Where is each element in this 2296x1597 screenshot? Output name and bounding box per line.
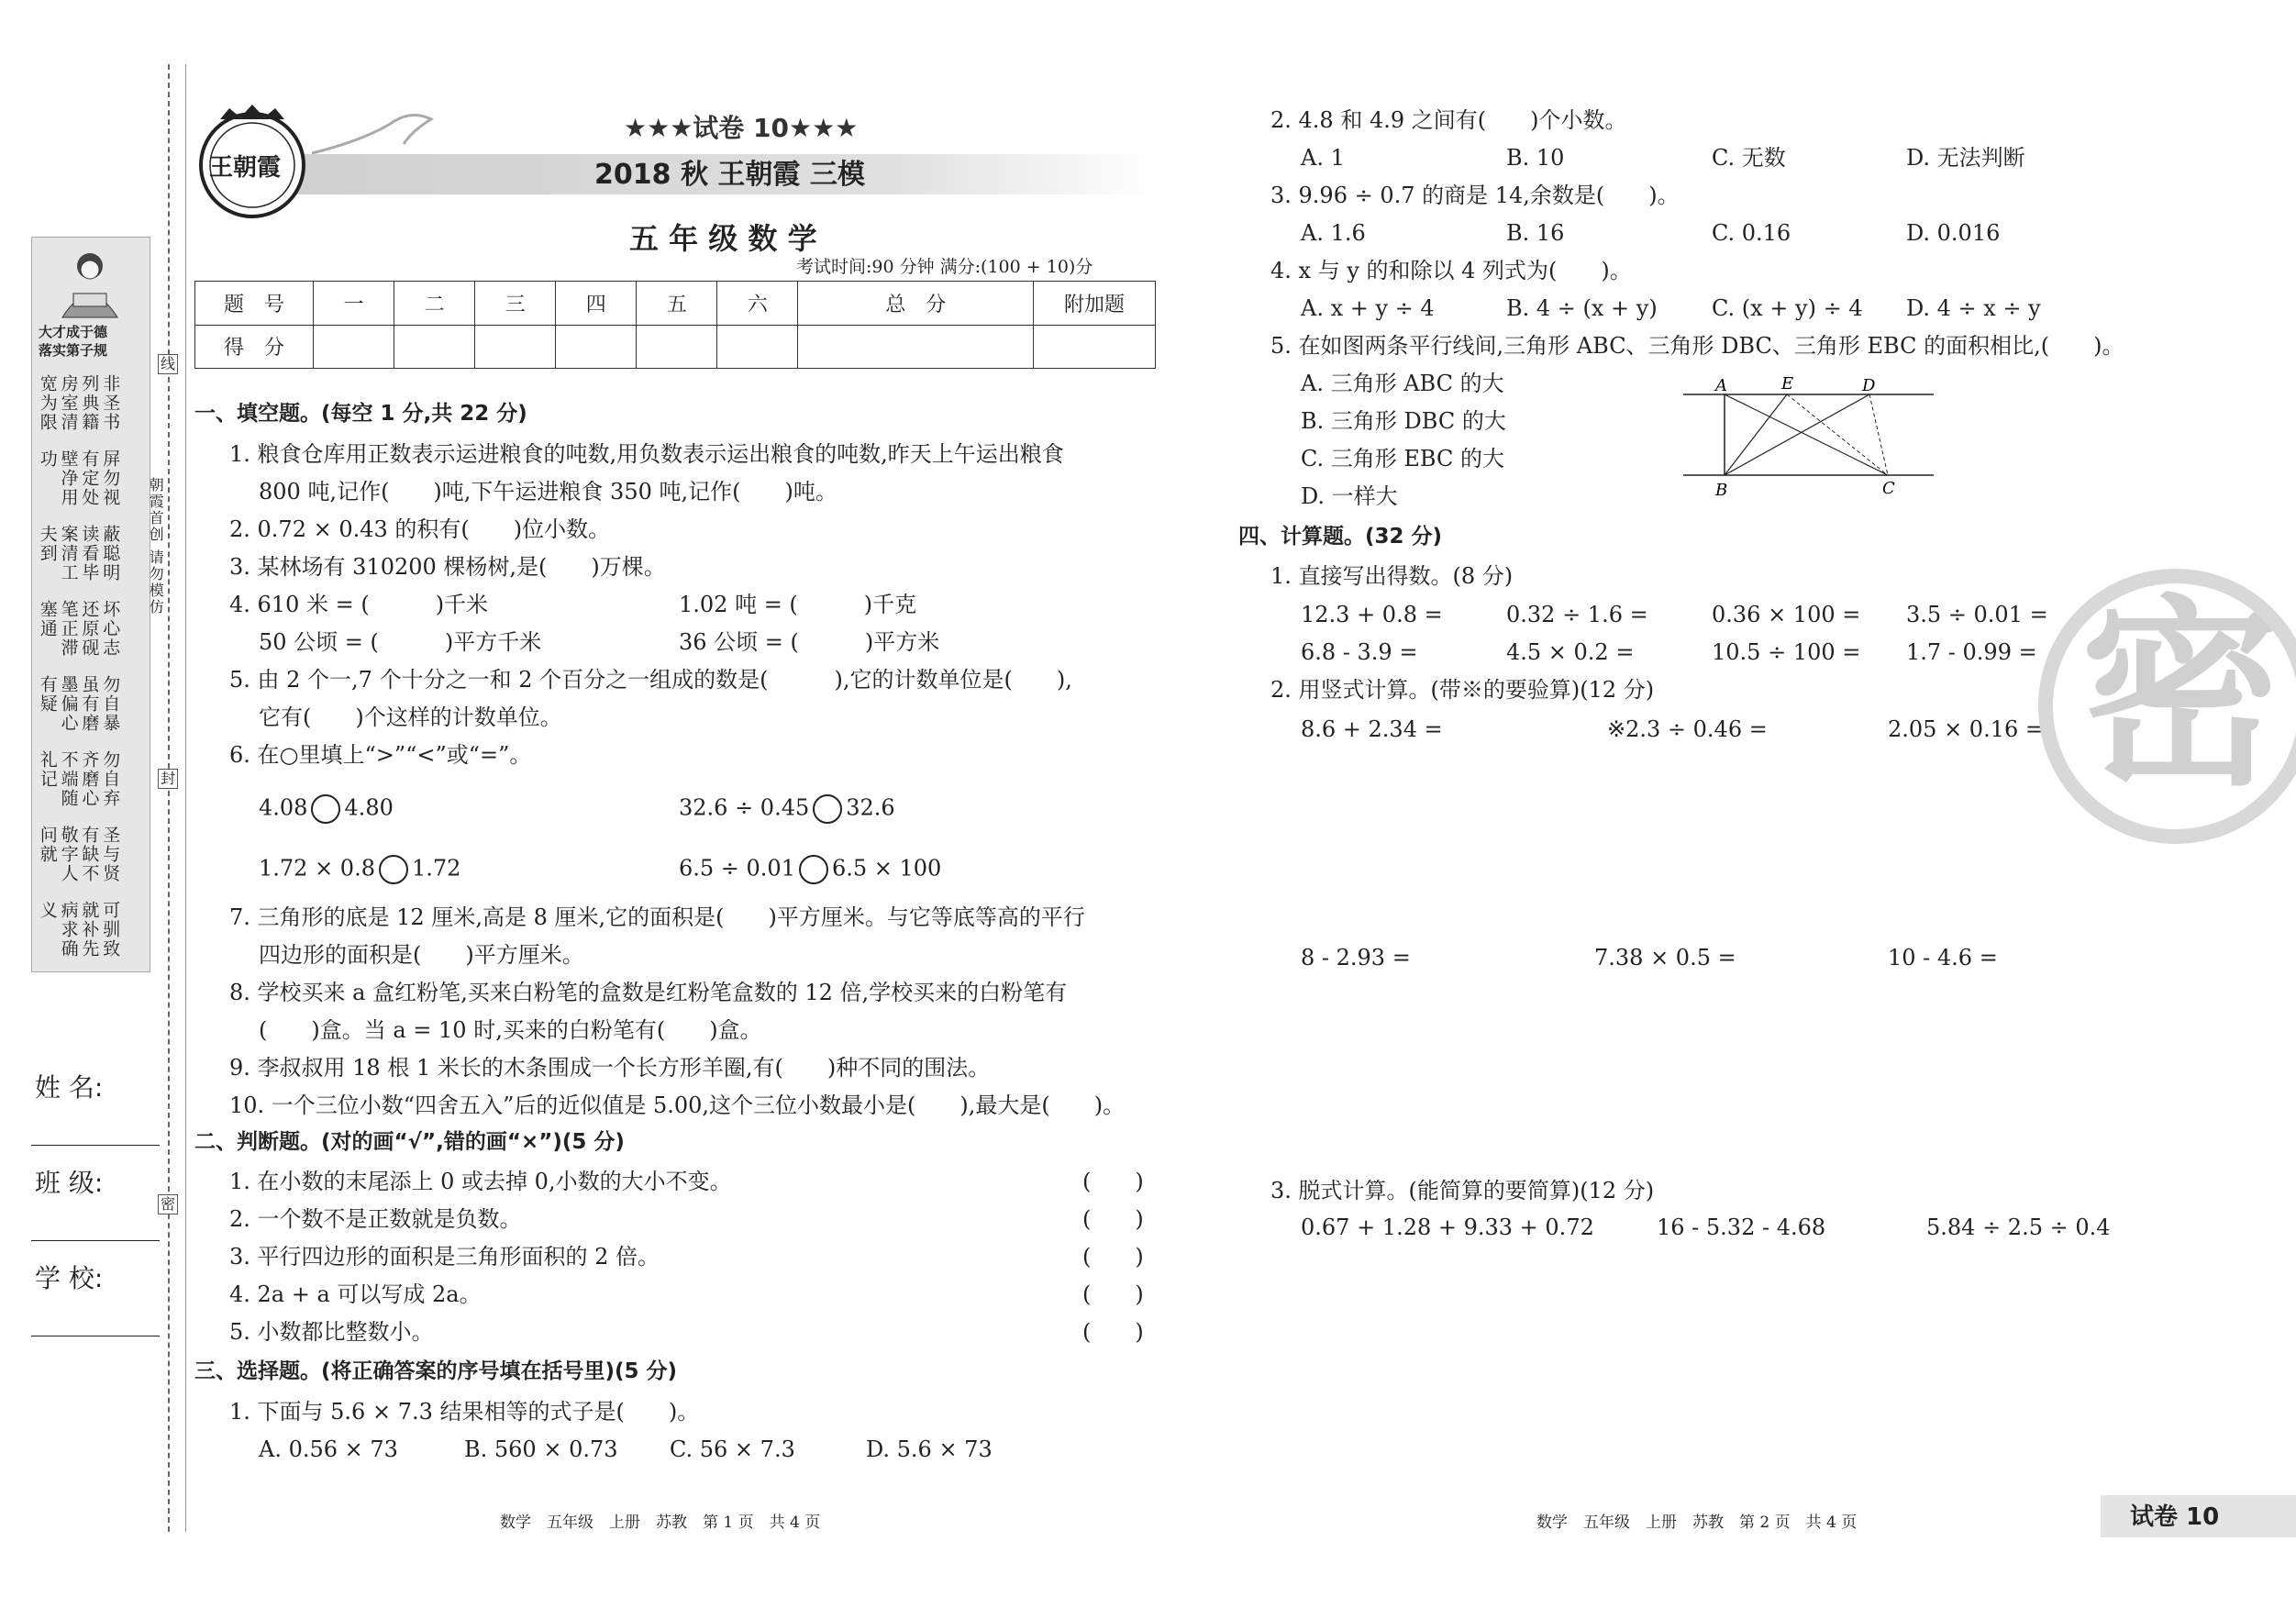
question-text: ( )盒。当 a = 10 时,买来的白粉笔有( )盒。 — [259, 1017, 762, 1043]
score-cell[interactable] — [637, 325, 717, 369]
logo-text: 王朝霞 — [209, 154, 282, 182]
question-text: 50 公顷 = ( )平方千米 — [259, 629, 542, 655]
section4-title: 四、计算题。(32 分) — [1238, 525, 1443, 549]
option: C. 无数 — [1712, 145, 1786, 171]
calc-item: 8.6 + 2.34 = — [1301, 716, 1443, 742]
question-text: 36 公顷 = ( )平方米 — [679, 629, 940, 655]
calc-item: ※2.3 ÷ 0.46 = — [1607, 716, 1768, 742]
option: D. 无法判断 — [1906, 145, 2025, 171]
table-cell: 总 分 — [798, 282, 1034, 326]
option: C. (x + y) ÷ 4 — [1712, 295, 1863, 321]
section3-title: 三、选择题。(将正确答案的序号填在括号里)(5 分) — [194, 1359, 678, 1383]
binding-dashed-line — [168, 64, 170, 1532]
option: D. 4 ÷ x ÷ y — [1906, 295, 2041, 321]
question-text: 四边形的面积是( )平方厘米。 — [259, 942, 584, 968]
score-table — [194, 281, 1156, 369]
cut-mark-seal: 密 — [158, 1194, 178, 1214]
option: A. 1 — [1301, 145, 1345, 171]
slogan-line-1: 大才成于德 — [39, 324, 108, 340]
question-text: 2. 0.72 × 0.43 的积有( )位小数。 — [229, 516, 611, 542]
point-label: A — [1715, 376, 1727, 395]
question-text: 4. x 与 y 的和除以 4 列式为( )。 — [1270, 258, 1632, 283]
table-cell: 一 — [314, 282, 394, 326]
compare-item — [259, 855, 460, 884]
calc-item: 4.5 × 0.2 = — [1506, 639, 1635, 665]
parallel-lines-diagram — [1679, 374, 1945, 503]
stamp-glyph: 密 — [2080, 578, 2283, 813]
ribbon-decoration — [312, 103, 440, 158]
score-cell[interactable] — [1034, 325, 1156, 369]
exam-title: 2018 秋 王朝霞 三模 — [594, 159, 865, 191]
question-text: 3. 脱式计算。(能简算的要简算)(12 分) — [1270, 1178, 1655, 1203]
option: C. 三角形 EBC 的大 — [1301, 446, 1504, 471]
compare-item — [259, 794, 394, 824]
option: B. 560 × 0.73 — [464, 1436, 618, 1462]
option: A. 三角形 ABC 的大 — [1301, 371, 1504, 396]
question-text: 它有( )个这样的计数单位。 — [259, 704, 562, 730]
point-label: E — [1781, 374, 1794, 394]
cut-mark-seal: 封 — [158, 769, 178, 789]
option: A. x + y ÷ 4 — [1301, 295, 1435, 321]
compare-right: 32.6 — [846, 794, 895, 821]
question-text: 2. 4.8 和 4.9 之间有( )个小数。 — [1270, 107, 1627, 133]
question-text: 10. 一个三位小数“四舍五入”后的近似值是 5.00,这个三位小数最小是( ),最大是( )。 — [229, 1092, 1126, 1118]
compare-right: 6.5 × 100 — [831, 855, 942, 882]
question-text: 1.02 吨 = ( )千克 — [679, 592, 917, 617]
question-text: 3. 某林场有 310200 棵杨树,是( )万棵。 — [229, 554, 666, 580]
score-cell[interactable] — [314, 325, 394, 369]
judge-item: 5. 小数都比整数小。 — [229, 1319, 434, 1345]
calc-item: 0.67 + 1.28 + 9.33 + 0.72 — [1301, 1214, 1594, 1240]
score-table-score-row — [195, 325, 1156, 369]
question-text: 2. 用竖式计算。(带※的要验算)(12 分) — [1270, 677, 1655, 703]
score-cell[interactable] — [394, 325, 475, 369]
calc-item: 2.05 × 0.16 = — [1888, 716, 2044, 742]
option: A. 1.6 — [1301, 220, 1366, 246]
compare-left: 6.5 ÷ 0.01 — [679, 855, 795, 882]
judge-blank[interactable]: ( ) — [1082, 1169, 1144, 1194]
compare-circle[interactable] — [813, 794, 842, 824]
compare-right: 1.72 — [411, 855, 461, 882]
paper-badge: ★★★试卷 10★★★ — [624, 113, 859, 143]
motto-column: 坏心志还原砚笔正滞塞通 — [37, 600, 121, 658]
table-cell: 六 — [717, 282, 798, 326]
compare-left: 32.6 ÷ 0.45 — [679, 794, 810, 821]
calc-item: 10 - 4.6 = — [1888, 945, 1998, 970]
option: B. 三角形 DBC 的大 — [1301, 408, 1506, 434]
name-field[interactable] — [31, 1145, 160, 1146]
score-cell[interactable] — [798, 325, 1034, 369]
score-cell[interactable] — [556, 325, 637, 369]
option: C. 0.16 — [1712, 220, 1791, 246]
calc-item: 6.8 - 3.9 = — [1301, 639, 1418, 665]
motto-column: 勿自弃齐磨心不端随礼记 — [37, 750, 121, 808]
table-cell: 附加题 — [1034, 282, 1156, 326]
score-cell[interactable] — [475, 325, 556, 369]
point-label: D — [1862, 376, 1876, 395]
class-label: 班 级: — [35, 1168, 104, 1198]
question-text: 8. 学校买来 a 盒红粉笔,买来白粉笔的盒数是红粉笔盒数的 12 倍,学校买来的白粉笔有 — [229, 980, 1068, 1005]
cut-line — [185, 64, 186, 1532]
motto-column: 可驯致就补先病求确义 — [37, 901, 121, 959]
motto-column: 圣与贤有缺不敬字人问就 — [37, 826, 121, 883]
slogan-line-2: 落实第子规 — [39, 342, 108, 359]
calc-item: 0.36 × 100 = — [1712, 602, 1861, 627]
question-text: 3. 9.96 ÷ 0.7 的商是 14,余数是( )。 — [1270, 183, 1680, 208]
calc-item: 10.5 ÷ 100 = — [1712, 639, 1861, 665]
table-cell: 五 — [637, 282, 717, 326]
page-footer: 数学 五年级 上册 苏教 第 1 页 共 4 页 — [500, 1514, 821, 1532]
question-text: 800 吨,记作( )吨,下午运进粮食 350 吨,记作( )吨。 — [259, 479, 837, 505]
subject-title: 五 年 级 数 学 — [629, 221, 817, 256]
table-cell: 二 — [394, 282, 475, 326]
question-text: 5. 在如图两条平行线间,三角形 ABC、三角形 DBC、三角形 EBC 的面积相比,( )。 — [1270, 333, 2124, 359]
motto-column: 屏勿视有定处壁净用功 — [37, 449, 121, 507]
question-text: 5. 由 2 个一,7 个十分之一和 2 个百分之一组成的数是( ),它的计数单位是( ), — [229, 667, 1072, 693]
school-label: 学 校: — [35, 1263, 104, 1293]
compare-item — [679, 794, 895, 824]
table-cell: 得 分 — [195, 325, 314, 369]
compare-circle[interactable] — [799, 855, 828, 884]
table-cell: 题 号 — [195, 282, 314, 326]
question-text: 6. 在○里填上“>”“<”或“=”。 — [229, 742, 532, 768]
question-text: 7. 三角形的底是 12 厘米,高是 8 厘米,它的面积是( )平方厘米。与它等底等高的平行 — [229, 904, 1085, 930]
score-table-header-row — [195, 282, 1156, 326]
option: B. 10 — [1506, 145, 1565, 171]
confidential-stamp — [2038, 569, 2296, 844]
motto-column: 非圣书列典籍房室清宽为限 — [37, 374, 121, 432]
section2-title: 二、判断题。(对的画“√”,错的画“×”)(5 分) — [194, 1130, 625, 1154]
calc-item: 7.38 × 0.5 = — [1594, 945, 1736, 970]
table-cell: 四 — [556, 282, 637, 326]
vertical-note: 朝霞首创 请勿模仿 — [147, 477, 165, 616]
judge-blank[interactable]: ( ) — [1082, 1281, 1144, 1307]
compare-circle[interactable] — [379, 855, 408, 884]
question-text: 1. 粮食仓库用正数表示运进粮食的吨数,用负数表示运出粮食的吨数,昨天上午运出粮食 — [229, 441, 1064, 467]
judge-blank[interactable]: ( ) — [1082, 1319, 1144, 1345]
calc-item: 0.32 ÷ 1.6 = — [1506, 602, 1648, 627]
class-field[interactable] — [31, 1240, 160, 1241]
option: A. 0.56 × 73 — [259, 1436, 398, 1462]
cut-mark-seal: 线 — [158, 354, 178, 374]
score-cell[interactable] — [717, 325, 798, 369]
judge-item: 2. 一个数不是正数就是负数。 — [229, 1206, 522, 1232]
exam-info: 考试时间:90 分钟 满分:(100 + 10)分 — [796, 257, 1093, 277]
point-label: C — [1882, 479, 1895, 498]
compare-right: 4.80 — [344, 794, 394, 821]
calc-item: 8 - 2.93 = — [1301, 945, 1411, 970]
calc-item: 3.5 ÷ 0.01 = — [1906, 602, 2048, 627]
compare-left: 4.08 — [259, 794, 308, 821]
option: B. 16 — [1506, 220, 1565, 246]
judge-item: 3. 平行四边形的面积是三角形面积的 2 倍。 — [229, 1244, 660, 1270]
question-text: 1. 下面与 5.6 × 7.3 结果相等的式子是( )。 — [229, 1399, 700, 1425]
motto-column: 勿自暴虽有磨墨偏心有疑 — [37, 675, 121, 733]
compare-circle[interactable] — [311, 794, 340, 824]
corner-tag-text: 试卷 10 — [2130, 1503, 2220, 1531]
calc-item: 16 - 5.32 - 4.68 — [1657, 1214, 1826, 1240]
compare-left: 1.72 × 0.8 — [259, 855, 375, 882]
question-text: 4. 610 米 = ( )千米 — [229, 592, 489, 617]
option: D. 0.016 — [1906, 220, 2001, 246]
judge-item: 4. 2a + a 可以写成 2a。 — [229, 1281, 482, 1307]
point-label: B — [1715, 481, 1728, 500]
option: D. 5.6 × 73 — [866, 1436, 993, 1462]
section1-title: 一、填空题。(每空 1 分,共 22 分) — [194, 402, 527, 426]
table-cell: 三 — [475, 282, 556, 326]
option: B. 4 ÷ (x + y) — [1506, 295, 1658, 321]
calc-item: 12.3 + 0.8 = — [1301, 602, 1443, 627]
name-label: 姓 名: — [35, 1072, 104, 1103]
motto-column: 蔽聪明读看毕案清工夫到 — [37, 525, 121, 582]
option: C. 56 × 7.3 — [670, 1436, 795, 1462]
question-text: 1. 直接写出得数。(8 分) — [1270, 563, 1514, 589]
question-text: 9. 李叔叔用 18 根 1 米长的木条围成一个长方形羊圈,有( )种不同的围法。 — [229, 1055, 991, 1081]
scholar-illustration — [48, 246, 132, 319]
calc-item: 1.7 - 0.99 = — [1906, 639, 2037, 665]
judge-item: 1. 在小数的末尾添上 0 或去掉 0,小数的大小不变。 — [229, 1169, 732, 1194]
page-footer: 数学 五年级 上册 苏教 第 2 页 共 4 页 — [1536, 1514, 1858, 1532]
option: D. 一样大 — [1301, 483, 1398, 509]
judge-blank[interactable]: ( ) — [1082, 1206, 1144, 1232]
calc-item: 5.84 ÷ 2.5 ÷ 0.4 — [1926, 1214, 2111, 1240]
judge-blank[interactable]: ( ) — [1082, 1244, 1144, 1270]
compare-item — [679, 855, 941, 884]
